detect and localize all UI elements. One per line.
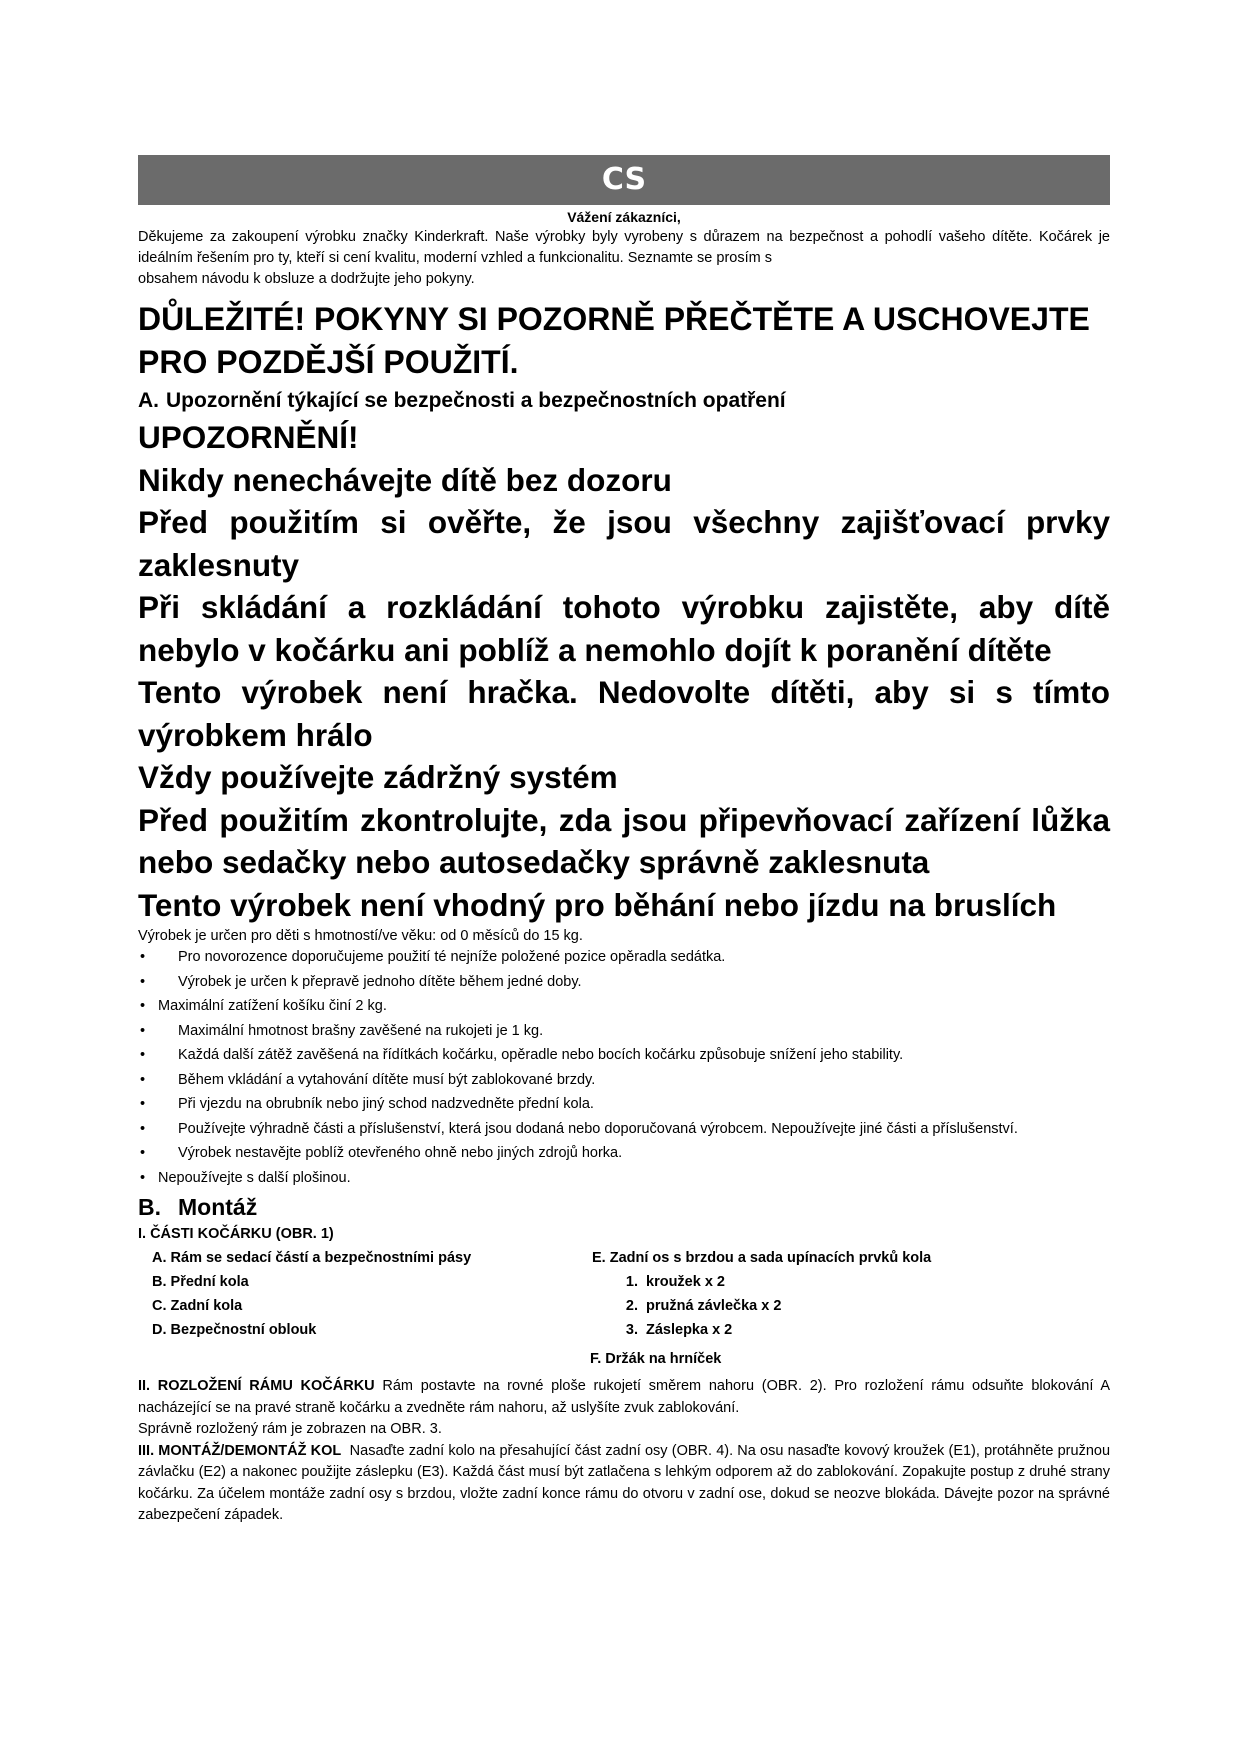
unfold-heading: II. ROZLOŽENÍ RÁMU KOČÁRKU [138,1378,375,1394]
part-item: D. Bezpečnostní oblouk [152,1322,317,1338]
warning-item: Vždy používejte zádržný systém [138,759,618,795]
language-code: CS [601,162,647,197]
subpart-item: 2. pružná závlečka x 2 [625,1298,782,1314]
wheels-heading: III. MONTÁŽ/DEMONTÁŽ KOL [138,1442,342,1459]
list-item: • Pro novorozence doporučujeme použití té nejníže položené pozice opěradla sedátka. [140,949,726,965]
section-a-heading [138,386,1110,416]
list-item: • Výrobek je určen k přepravě jednoho dítěte během jedné doby. [140,973,582,990]
unfold-paragraph-2: Správně rozložený rám je zobrazen na OBR. 3. [138,1421,442,1437]
bullet-icon: • [140,1096,146,1112]
section-a-letter: A. [138,389,159,412]
parts-heading: I. ČÁSTI KOČÁRKU (OBR. 1) [138,1226,334,1242]
parts-extra [138,1351,1110,1376]
bullet-icon: • [140,1047,146,1063]
bullet-icon: • [140,1120,146,1137]
parts-column-left [152,1246,471,1342]
weight-note: Výrobek je určen pro děti s hmotností/ve věku: od 0 měsíců do 15 kg. [138,928,583,944]
part-item: F. Držák na hrníček [590,1351,722,1367]
intro-paragraph-end: obsahem návodu k obsluze a dodržujte jeho pokyny. [138,271,475,287]
part-item: E. Zadní os s brzdou a sada upínacích prvků kola [592,1250,932,1266]
list-item: • Maximální zatížení košíku činí 2 kg. [140,998,387,1014]
list-item: • Při vjezdu na obrubník nebo jiný schod nadzvedněte přední kola. [140,1096,594,1112]
bullet-icon: • [140,1145,146,1161]
parts-list [138,1246,1110,1354]
document-body [138,207,1110,1527]
part-item: B. Přední kola [152,1274,249,1290]
list-item: • Maximální hmotnost brašny zavěšené na rukojeti je 1 kg. [140,1022,544,1039]
important-notice: DŮLEŽITÉ! POKYNY SI POZORNĚ PŘEČTĚTE A USCHOVEJTE PRO POZDĚJŠÍ POUŽITÍ. [138,301,1090,380]
part-item: A. Rám se sedací částí a bezpečnostními pásy [152,1250,472,1266]
bullet-icon: • [140,1022,146,1039]
list-item: • Během vkládání a vytahování dítěte musí být zablokované brzdy. [140,1071,596,1088]
list-item: • Výrobek nestavějte poblíž otevřeného ohně nebo jiných zdrojů horka. [140,1145,623,1161]
wheels-paragraph: III. MONTÁŽ/DEMONTÁŽ KOL Nasaďte zadní kolo na přesahující část zadní osy (OBR. 4). Na osu nasaďte kovový kroužek (E1), protáhněte pružnou závlačku (E2) a nakonec použijte záslepku (E3). Každá část musí být zatlačena s lehkým odporem až do zablokování. Zopakujte postup z druhé strany kočárku. Za účelem montáže zadní osy s brzdou, vložte zadní konce rámu do otvoru v zadní ose, dokud se neozve blokáda. Dávejte pozor na správné zabezpečení západek. [138,1442,1111,1523]
warning-item: Tento výrobek není hračka. Nedovolte dítěti, aby si s tímto výrobkem hrálo [138,674,1110,753]
subpart-item: 1. kroužek x 2 [625,1274,725,1290]
warning-heading: UPOZORNĚNÍ! [138,419,359,455]
warning-item: Tento výrobek není vhodný pro běhání nebo jízdu na bruslích [138,886,1057,923]
section-b-title: Montáž [178,1194,258,1220]
intro-paragraph: Děkujeme za zakoupení výrobku značky Kinderkraft. Naše výrobky byly vyrobeny s důrazem na bezpečnost a pohodlí vašeho dítěte. Kočárek je ideálním řešením pro ty, kteří si cení kvalitu, moderní vzhled a funkcionalitu. Seznamte se prosím s [138,229,1110,266]
section-b-letter: B. [138,1194,161,1220]
part-item: C. Zadní kola [152,1298,243,1314]
bullet-icon: • [140,949,146,965]
warning-item: Při skládání a rozkládání tohoto výrobku zajistěte, aby dítě nebylo v kočárku ani poblíž a nemohlo dojít k poranění dítěte [138,589,1110,668]
list-item: • Každá další zátěž zavěšená na řídítkách kočárku, opěradle nebo bocích kočárku způsobuje snížení jeho stability. [140,1047,904,1063]
list-item: • Nepoužívejte s další plošinou. [140,1169,351,1186]
safety-bullet-list [138,947,1110,1188]
warning-item: Před použitím si ověřte, že jsou všechny zajišťovací prvky zaklesnuty [138,504,1110,583]
bullet-icon: • [140,973,146,990]
bullet-icon: • [140,1169,146,1186]
unfold-paragraph: II. ROZLOŽENÍ RÁMU KOČÁRKU Rám postavte na rovné ploše rukojetí směrem nahoru (OBR. 2). Pro rozložení rámu odsuňte blokování A nacházející se na pravé straně kočárku a zvedněte rám nahoru, až uslyšíte zvuk zablokování. [138,1378,1110,1416]
greeting: Vážení zákazníci, [567,209,681,225]
parts-column-right [592,1246,931,1342]
bullet-icon: • [140,998,146,1014]
section-b-heading [138,1192,1110,1222]
section-a-title: Upozornění týkající se bezpečnosti a bezpečnostních opatření [166,389,786,412]
warning-item: Nikdy nenechávejte dítě bez dozoru [138,461,672,498]
language-header-bar [138,155,1110,205]
bullet-icon: • [140,1071,146,1088]
subpart-item: 3. Záslepka x 2 [625,1322,733,1338]
warning-item: Před použitím zkontrolujte, zda jsou připevňovací zařízení lůžka nebo sedačky nebo autosedačky správně zaklesnuta [138,801,1110,880]
list-item: • Používejte výhradně části a příslušenství, která jsou dodaná nebo doporučovaná výrobcem. Nepoužívejte jiné části a příslušenství. [140,1120,1018,1137]
